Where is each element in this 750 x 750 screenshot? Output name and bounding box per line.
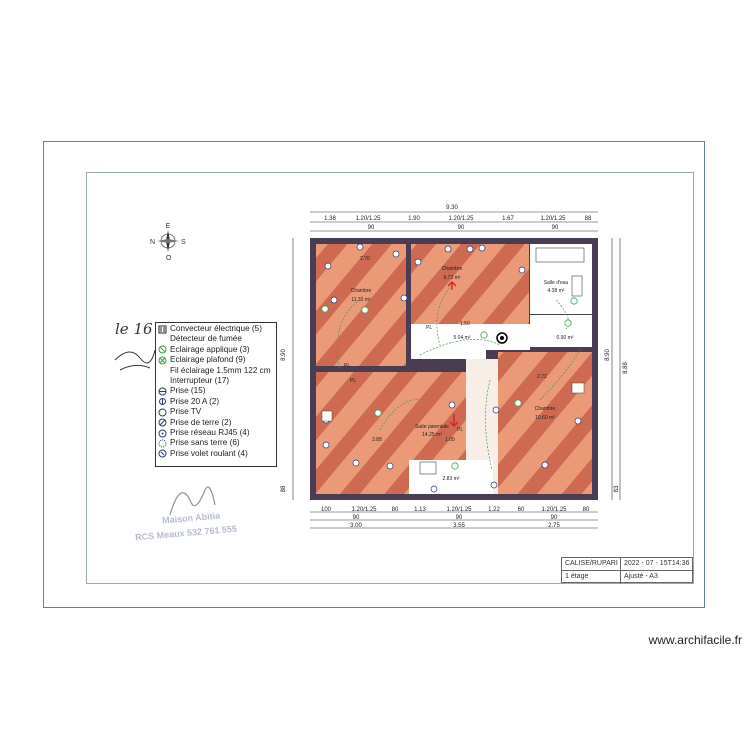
room-label-area: 4.38 m² [547, 288, 565, 294]
dim-top-2: 1.20/1.25 [355, 216, 381, 222]
socket-icon [415, 259, 421, 265]
room-label-name: Salle d'eau [543, 280, 569, 286]
room-label-area: 5.04 m² [453, 335, 471, 341]
socket-icon [393, 251, 399, 257]
dim-bot-total-1: 3.00 [350, 523, 362, 529]
legend-label: Interrupteur (17) [170, 375, 230, 385]
socket-icon [449, 402, 455, 408]
legend-label: Prise sans terre (6) [170, 438, 240, 448]
socket-icon [323, 442, 329, 448]
socket-icon [479, 245, 485, 251]
socket-icon [493, 407, 499, 413]
dim-bot-7: 60 [517, 507, 525, 513]
room-label-name: Chambre [441, 266, 463, 272]
wire-icon [158, 366, 167, 375]
compass [150, 223, 186, 262]
sink-icon [572, 276, 582, 296]
dim-top-6: 1.20/1.25 [540, 216, 566, 222]
room-landing [486, 324, 530, 350]
shutter-socket-icon [158, 449, 167, 458]
room-label-area: 9.73 m² [443, 275, 461, 281]
legend-item [158, 376, 276, 386]
socket-icon [325, 263, 331, 269]
dim-bot-total-3: 2.75 [548, 523, 560, 529]
legend-label: Prise 20 A (2) [170, 396, 220, 406]
ceiling-light-icon [362, 307, 368, 313]
legend-item [158, 386, 276, 396]
wall-label: 2.70 [360, 256, 370, 262]
socket-no-earth-icon [158, 439, 167, 448]
ceiling-light-icon [452, 463, 458, 469]
ceiling-light-icon [158, 356, 167, 365]
ceiling-light-icon [565, 320, 571, 326]
wall-label: 1.50 [460, 321, 470, 327]
switch-icon [158, 377, 167, 386]
socket-icon [542, 462, 548, 468]
dim-right-total: 8.90 [605, 349, 611, 361]
legend-item [158, 449, 276, 459]
legend-label: Prise volet roulant (4) [170, 448, 248, 458]
legend-label: Prise de terre (2) [170, 417, 232, 427]
legend-label: Prise TV [170, 407, 202, 417]
dim-right-small: 83 [614, 485, 620, 493]
dim-top-sub-3: 90 [551, 225, 559, 231]
socket-icon [401, 295, 407, 301]
compass-south: O [166, 255, 172, 262]
socket-icon [519, 267, 525, 273]
dim-bot-sub-3: 90 [550, 515, 558, 521]
legend-item [158, 418, 276, 428]
dim-top-4: 1.20/1.25 [448, 216, 474, 222]
legend-item [158, 334, 276, 344]
dim-right-inner: 8.88 [623, 362, 629, 374]
dimensions-top [310, 205, 598, 231]
tv-socket-icon [158, 408, 167, 417]
dim-left-total: 8.90 [281, 349, 287, 361]
title-client: CALISE/RUPARI [565, 560, 618, 567]
legend-label: Eclairage plafond (9) [170, 355, 246, 365]
bathtub-icon [536, 248, 584, 262]
wall-label: PL [457, 427, 464, 433]
watermark: www.archifacile.fr [648, 633, 742, 647]
room-label-area: 0.90 m² [556, 335, 574, 341]
ceiling-light-icon [515, 400, 521, 406]
compass-west: N [150, 239, 156, 246]
dim-bot-total-2: 3.55 [453, 523, 465, 529]
dim-bot-1: 100 [320, 507, 332, 513]
dim-bot-2: 1.20/1.25 [351, 507, 377, 513]
socket-icon [158, 387, 167, 396]
compass-east: S [181, 239, 186, 246]
convector-icon [572, 383, 584, 393]
wall-light-icon [322, 306, 328, 312]
legend-label: Prise (15) [170, 386, 206, 396]
wall-label: PL [426, 325, 433, 331]
rj45-socket-icon [158, 429, 167, 438]
legend-item [158, 397, 276, 407]
legend-label: Fil éclairage 1.5mm 122 cm [170, 365, 271, 375]
dimensions-right [605, 238, 629, 500]
legend-item [158, 366, 276, 376]
stamp-line-1: Maison Abitia [161, 510, 221, 526]
dim-top-1: 1.38 [324, 216, 336, 222]
ceiling-light-icon [375, 410, 381, 416]
room-label-area: 14.25 m² [422, 432, 442, 438]
convector-icon [322, 411, 332, 421]
dim-bot-6: 1.22 [488, 507, 500, 513]
legend-label: Prise réseau RJ45 (4) [170, 427, 250, 437]
room-closet [486, 244, 529, 324]
title-date: 2022 - 07 - 15T14:36 [624, 560, 690, 567]
compass-north: E [165, 223, 171, 230]
title-block [561, 557, 693, 583]
dim-bot-4: 1.13 [414, 507, 426, 513]
socket-icon [353, 460, 359, 466]
room-chambre-2 [411, 244, 486, 324]
dim-top-7: 88 [584, 216, 592, 222]
dim-top-sub-2: 90 [457, 225, 465, 231]
legend-item [158, 355, 276, 365]
dim-bot-9: 80 [582, 507, 590, 513]
dim-bot-3: 80 [391, 507, 399, 513]
legend-label: Convecteur électrique (5) [170, 324, 262, 333]
legend-label: Détecteur de fumée [170, 334, 242, 344]
room-suite-1 [316, 372, 406, 494]
stamp-line-2: RCS Meaux 532 761 555 [134, 523, 238, 543]
dim-top-5: 1.67 [502, 216, 514, 222]
dimensions-bottom [310, 507, 598, 529]
socket-icon [467, 246, 473, 252]
wall-label: PL [344, 363, 351, 369]
room-hall [411, 324, 486, 359]
legend-item [158, 345, 276, 355]
wall-label: 1.05 [445, 437, 455, 443]
dim-bot-sub-1: 90 [352, 515, 360, 521]
convector-icon [158, 325, 167, 334]
wall-label: 3.88 [372, 437, 382, 443]
room-chambre-1 [316, 244, 406, 366]
title-scale: Ajusté - A3 [624, 573, 658, 580]
ceiling-light-icon [481, 332, 487, 338]
dim-top-3: 1.90 [408, 216, 420, 222]
wall-light-icon [571, 298, 577, 304]
shower-icon [420, 462, 436, 474]
dim-left-small: 88 [281, 485, 287, 493]
socket-icon [357, 244, 363, 250]
dim-bot-5: 1.20/1.25 [446, 507, 472, 513]
wall-label: PL [350, 378, 357, 384]
legend-label: Eclairage applique (3) [170, 344, 250, 354]
legend [155, 322, 277, 467]
socket-icon [387, 463, 393, 469]
socket-icon [445, 246, 451, 252]
wall-light-icon [158, 345, 167, 354]
smoke-detector-icon [158, 335, 167, 344]
socket-20a-icon [158, 397, 167, 406]
dim-bot-8: 1.20/1.25 [541, 507, 567, 513]
room-label-area: 2.83 m² [442, 476, 460, 482]
handwritten-note: le 16 [115, 320, 153, 338]
legend-item [158, 428, 276, 438]
socket-icon [575, 418, 581, 424]
title-level: 1 étage [565, 573, 589, 580]
dim-top-sub-1: 90 [367, 225, 375, 231]
room-label-name: Chambre [534, 406, 556, 412]
legend-item [158, 407, 276, 417]
room-wc [530, 315, 592, 347]
earth-socket-icon [158, 418, 167, 427]
handwritten-scribble [110, 340, 160, 380]
dim-top-total: 9.30 [446, 205, 458, 211]
room-label-name: Chambre [350, 288, 372, 294]
dimensions-left [281, 238, 293, 500]
wall-label: 2.72 [537, 374, 547, 380]
dim-bot-sub-2: 90 [455, 515, 463, 521]
socket-icon [331, 297, 337, 303]
legend-item [158, 438, 276, 448]
socket-icon [431, 486, 437, 492]
legend-item [158, 324, 276, 334]
room-label-area: 10.60 m² [535, 415, 555, 421]
room-label-area: 11.32 m² [351, 297, 371, 303]
socket-icon [491, 482, 497, 488]
room-label-name: Suite parentale [415, 424, 449, 430]
